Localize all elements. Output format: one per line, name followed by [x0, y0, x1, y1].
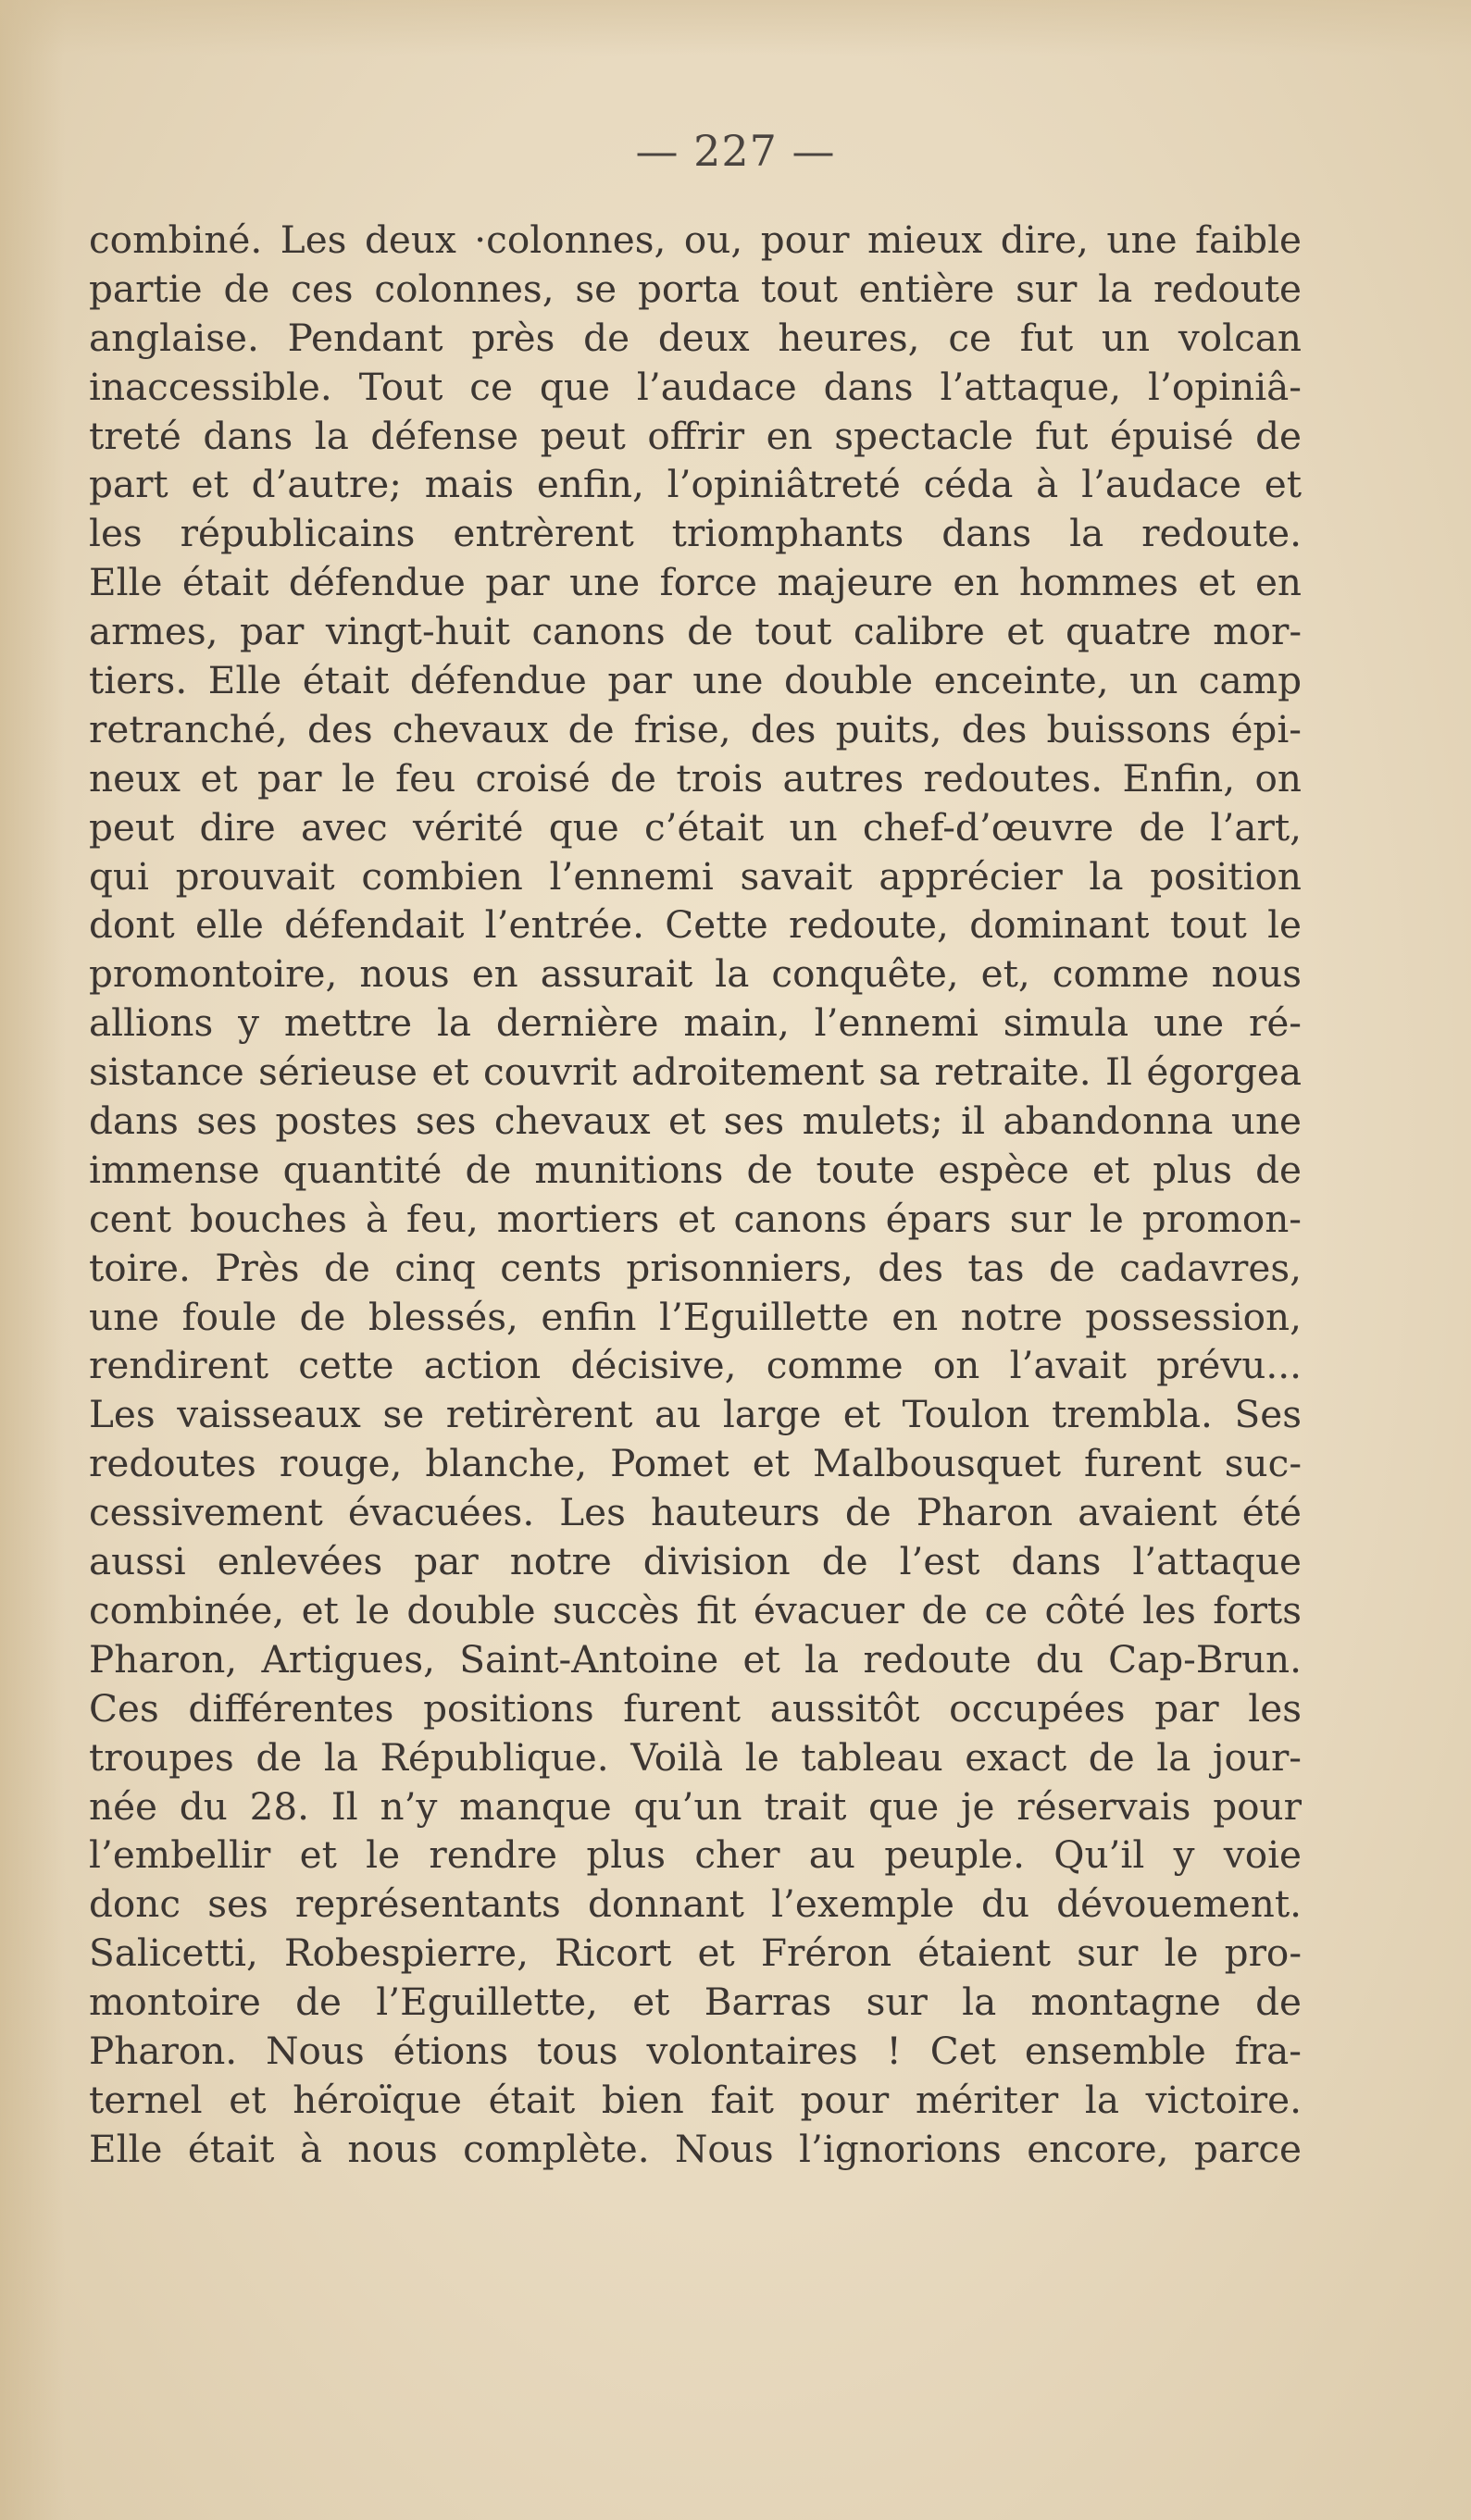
- text-line: toire. Près de cinq cents prisonniers, des tas de cadavres,: [89, 1245, 1302, 1290]
- text-line: donc ses représentants donnant l’exemple du dévouement.: [89, 1881, 1302, 1927]
- text-line: combinée, et le double succès fit évacuer de ce côté les forts: [89, 1587, 1302, 1632]
- text-line: part et d’autre; mais enfin, l’opiniâtreté céda à l’audace et: [89, 462, 1302, 507]
- page-number: — 227 —: [635, 126, 836, 176]
- text-line: sistance sérieuse et couvrit adroitement sa retraite. Il égorgea: [89, 1049, 1302, 1095]
- text-line: promontoire, nous en assurait la conquête, et, comme nous: [89, 951, 1302, 997]
- text-line: Elle était à nous complète. Nous l’ignorions encore, parce: [89, 2126, 1302, 2171]
- text-line: neux et par le feu croisé de trois autres redoutes. Enfin, on: [89, 755, 1302, 801]
- text-line: Les vaisseaux se retirèrent au large et Toulon trembla. Ses: [89, 1392, 1302, 1437]
- text-line: Pharon. Nous étions tous volontaires ! Cet ensemble fra-: [89, 2028, 1302, 2073]
- text-line: tiers. Elle était défendue par une double enceinte, un camp: [89, 658, 1302, 703]
- text-line: Pharon, Artigues, Saint-Antoine et la redoute du Cap-Brun.: [89, 1636, 1302, 1682]
- text-line: partie de ces colonnes, se porta tout entière sur la redoute: [89, 266, 1302, 311]
- text-line: combiné. Les deux ·colonnes, ou, pour mieux dire, une faible: [89, 217, 1302, 262]
- text-line: née du 28. Il n’y manque qu’un trait que je réservais pour: [89, 1783, 1302, 1829]
- text-line: les républicains entrèrent triomphants dans la redoute.: [89, 511, 1302, 556]
- text-line: l’embellir et le rendre plus cher au peuple. Qu’il y voie: [89, 1832, 1302, 1878]
- body-text: [89, 216, 1302, 2174]
- text-line: rendirent cette action décisive, comme on l’avait prévu...: [89, 1343, 1302, 1388]
- text-line: montoire de l’Eguillette, et Barras sur la montagne de: [89, 1980, 1302, 2025]
- text-line: immense quantité de munitions de toute espèce et plus de: [89, 1147, 1302, 1192]
- text-line: une foule de blessés, enfin l’Eguillette en notre possession,: [89, 1294, 1302, 1339]
- text-line: anglaise. Pendant près de deux heures, ce fut un volcan: [89, 315, 1302, 360]
- text-line: qui prouvait combien l’ennemi savait apprécier la position: [89, 853, 1302, 899]
- text-line: ternel et héroïque était bien fait pour mériter la victoire.: [89, 2077, 1302, 2122]
- text-line: Elle était défendue par une force majeure en hommes et en: [89, 560, 1302, 605]
- text-line: retranché, des chevaux de frise, des puits, des buissons épi-: [89, 706, 1302, 751]
- text-line: troupes de la République. Voilà le tableau exact de la jour-: [89, 1734, 1302, 1780]
- text-line: Ces différentes positions furent aussitôt occupées par les: [89, 1685, 1302, 1731]
- text-line: cessivement évacuées. Les hauteurs de Pharon avaient été: [89, 1490, 1302, 1535]
- text-line: dont elle défendait l’entrée. Cette redoute, dominant tout le: [89, 902, 1302, 948]
- text-line: Salicetti, Robespierre, Ricort et Fréron étaient sur le pro-: [89, 1930, 1302, 1976]
- page-edge-shadow-left: [0, 0, 65, 2520]
- page-edge-shadow-top: [0, 0, 1471, 56]
- text-line: aussi enlevées par notre division de l’est dans l’attaque: [89, 1539, 1302, 1584]
- text-line: allions y mettre la dernière main, l’ennemi simula une ré-: [89, 1000, 1302, 1046]
- text-line: peut dire avec vérité que c’était un chef-d’œuvre de l’art,: [89, 804, 1302, 850]
- text-line: dans ses postes ses chevaux et ses mulets; il abandonna une: [89, 1099, 1302, 1144]
- text-line: cent bouches à feu, mortiers et canons épars sur le promon-: [89, 1196, 1302, 1241]
- text-line: armes, par vingt-huit canons de tout calibre et quatre mor-: [89, 609, 1302, 654]
- text-line: redoutes rouge, blanche, Pomet et Malbousquet furent suc-: [89, 1441, 1302, 1486]
- text-line: treté dans la défense peut offrir en spectacle fut épuisé de: [89, 413, 1302, 458]
- text-line: inaccessible. Tout ce que l’audace dans l’attaque, l’opiniâ-: [89, 364, 1302, 409]
